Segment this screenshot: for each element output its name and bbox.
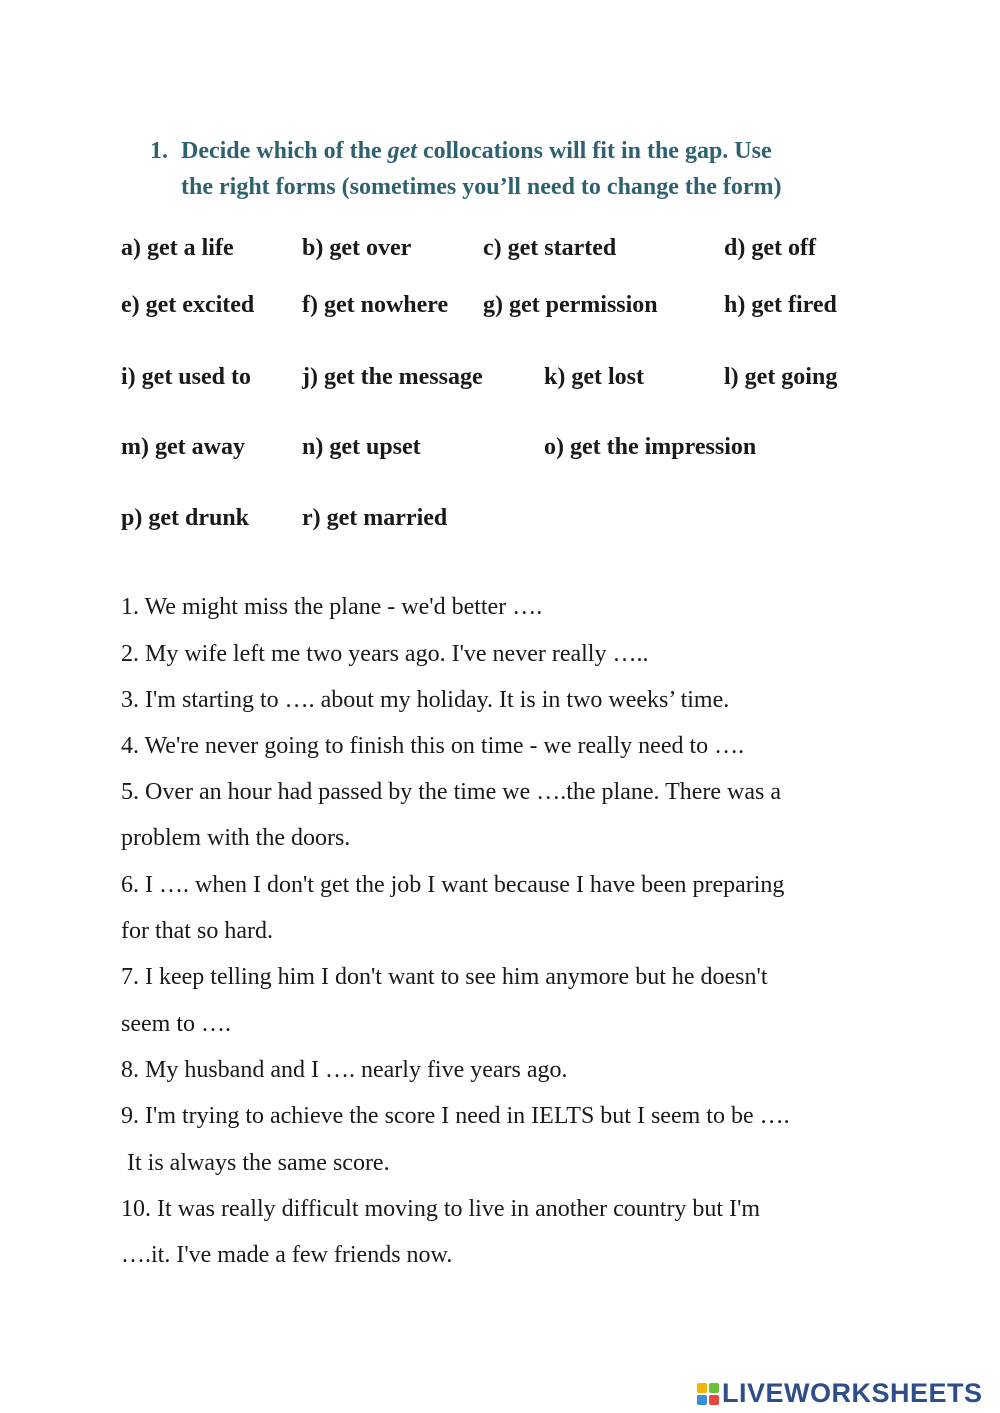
logo-mark-icon [697,1383,719,1405]
instruction-line-1-start: Decide which of the [181,138,388,164]
liveworksheets-logo[interactable] [697,1378,983,1409]
logo-text: LIVEWORKSHEETS [722,1378,983,1408]
sentence-2: 2. My wife left me two years ago. I've never really ….. [121,641,649,667]
option-l: l) get going [724,364,838,390]
option-o: o) get the impression [544,434,757,460]
option-a: a) get a life [121,235,234,261]
sentence-3: 3. I'm starting to …. about my holiday. It is in two weeks’ time. [121,687,730,713]
option-h: h) get fired [724,292,837,318]
logo-square-2 [709,1383,719,1393]
instruction [150,133,890,205]
instruction-emphasis: get [387,138,417,164]
option-e: e) get excited [121,292,255,318]
instruction-line-1 [181,133,890,169]
instruction-line-2: the right forms (sometimes you’ll need to change the form) [181,174,782,200]
option-d: d) get off [724,235,816,261]
instruction-number: 1. [150,138,168,164]
sentence-10-line-2: ….it. I've made a few friends now. [121,1242,453,1268]
logo-square-4 [709,1395,719,1405]
sentence-9-line-2: It is always the same score. [121,1150,390,1176]
option-b: b) get over [302,235,412,261]
option-k: k) get lost [544,364,644,390]
sentence-10-line-1: 10. It was really difficult moving to live in another country but I'm [121,1196,761,1222]
option-g: g) get permission [483,292,658,318]
instruction-line-1-end: collocations will fit in the gap. Use [416,138,772,164]
option-m: m) get away [121,434,245,460]
sentence-7-line-2: seem to …. [121,1011,231,1037]
sentence-7-line-1: 7. I keep telling him I don't want to see him anymore but he doesn't [121,964,768,990]
sentence-6-line-2: for that so hard. [121,918,273,944]
sentence-5-line-1: 5. Over an hour had passed by the time we ….the plane. There was a [121,779,782,805]
option-r: r) get married [302,505,448,531]
sentence-6-line-1: 6. I …. when I don't get the job I want because I have been preparing [121,872,785,898]
option-j: j) get the message [302,364,483,390]
sentence-9-line-1: 9. I'm trying to achieve the score I need in IELTS but I seem to be …. [121,1103,790,1129]
sentence-4: 4. We're never going to finish this on time - we really need to …. [121,733,745,759]
option-p: p) get drunk [121,505,250,531]
sentence-8: 8. My husband and I …. nearly five years ago. [121,1057,568,1083]
logo-square-3 [697,1395,707,1405]
option-c: c) get started [483,235,617,261]
option-n: n) get upset [302,434,421,460]
sentence-5-line-2: problem with the doors. [121,825,351,851]
logo-square-1 [697,1383,707,1393]
option-i: i) get used to [121,364,251,390]
option-f: f) get nowhere [302,292,449,318]
sentence-1: 1. We might miss the plane - we'd better …. [121,594,543,620]
